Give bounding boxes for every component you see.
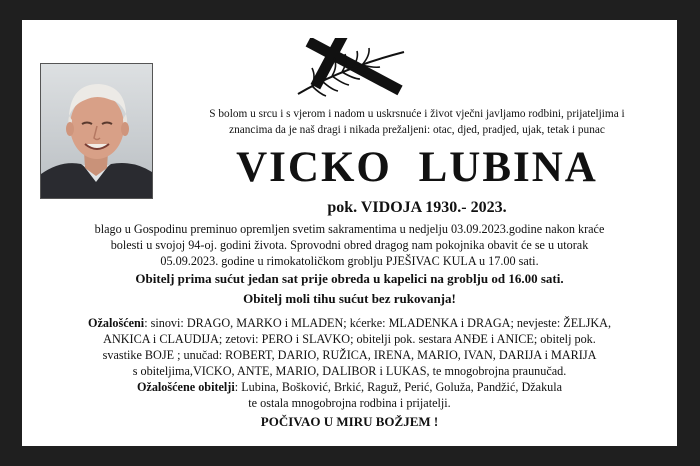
announcement-line: 05.09.2023. godine u rimokatoličkom groblju PJEŠIVAC KULA u 17.00 sati. [160,254,539,268]
closing-text: POČIVAO U MIRU BOŽJEM ! [260,414,439,429]
announcement-line: blago u Gospodinu preminuo opremljen svetim sakramentima u nedjelju 03.09.2023.godine nakon kraće [94,222,605,236]
intro-line: S bolom u srcu i s vjerom i nadom u uskrsnuće i život vječni javljamo rodbini, prijateljima i [209,108,625,120]
deceased-subtitle: pok. VIDOJA 1930.- 2023. [327,199,507,216]
intro-line: znancima da je naš dragi i nikada prežaljeni: otac, djed, pradjed, ujak, tetak i punac [229,124,605,136]
families-line [36,379,663,395]
intro-text [172,106,662,138]
mourners-text: : sinovi: DRAGO, MARKO i MLADEN; kćerke: MLADENKA i DRAGA; nevjeste: ŽELJKA, [144,316,611,330]
mourners-line: ANKICA i CLAUDIJA; zetovi: PERO i SLAVKO; obitelji pok. sestara ANĐE i ANICE; obitelj pok. [103,332,596,346]
mourners-line [36,315,663,331]
mourners-label: Ožalošćeni [87,316,145,330]
obituary-card [22,20,677,446]
obituary-body [36,221,663,430]
mourners-line: svastike BOJE ; unučad: ROBERT, DARIO, RUŽICA, IRENA, MARIO, IVAN, DARIJA i MARIJA [102,348,597,362]
families-text: : Lubina, Bošković, Brkić, Raguž, Perić, Goluža, Pandžić, Džakula [234,380,563,394]
deceased-name: VICKO LUBINA [236,144,598,191]
condolence-notice: Obitelj prima sućut jedan sat prije obreda u kapelici na groblju od 16.00 sati. [135,271,564,286]
announcement-line: bolesti u svojoj 94-oj. godini života. Sprovodni obred dragog nam pokojnika obavit će se u utorak [110,238,589,252]
condolence-request: Obitelj moli tihu sućut bez rukovanja! [243,291,456,306]
cross-with-palm-icon [292,38,412,102]
mourners-line: s obiteljima,VICKO, ANTE, MARIO, DALIBOR i LUKAS, te mnogobrojna praunučad. [132,364,567,378]
families-label: Ožalošćene obitelji [136,380,235,394]
portrait-image [41,64,152,198]
families-line: te ostala mnogobrojna rodbina i prijatelji. [248,396,451,410]
portrait-photo [40,63,153,199]
